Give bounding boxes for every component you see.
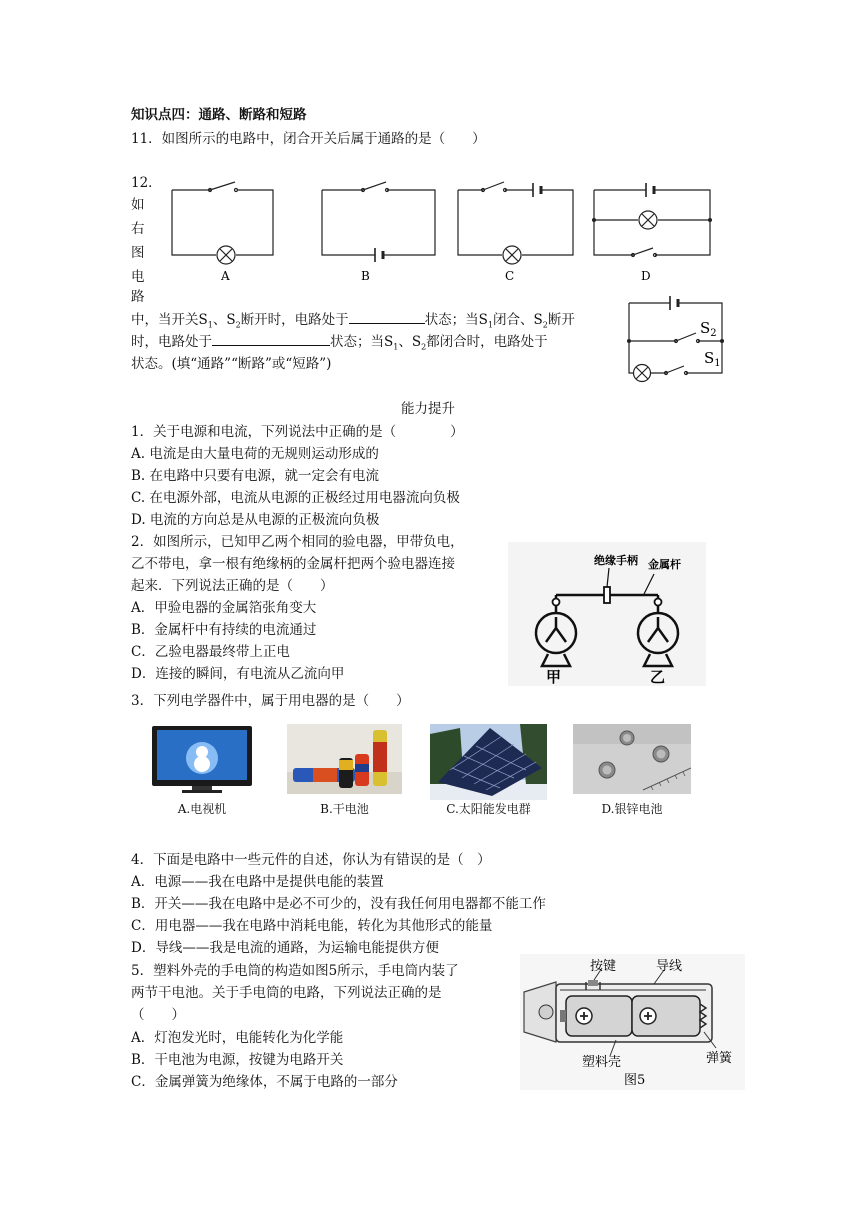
q5-option-a: A．灯泡发光时，电能转化为化学能 (131, 1030, 344, 1046)
spring-label: 弹簧 (706, 1051, 733, 1066)
q1-option-b: B. 在电路中只要有电源，就一定会有电流 (131, 468, 380, 484)
shell-label: 塑料壳 (582, 1055, 622, 1070)
dry-battery-image (287, 724, 402, 794)
q4-option-c: C．用电器——我在电路中消耗电能，转化为其他形式的能量 (131, 918, 493, 934)
q12-line-2: 时，电路处于 状态；当$S_1$、$S_2$都闭合时，电路处于 (131, 331, 548, 359)
q12-vertical-char: 路 (131, 289, 145, 305)
button-label: 按键 (590, 959, 617, 974)
q11-option-c: C (505, 269, 515, 283)
q5-option-b: B．干电池为电源，按键为电路开关 (131, 1052, 344, 1068)
q4-option-b: B．开关——我在电路中是必不可少的，没有我任何用电器都不能工作 (131, 896, 546, 912)
q1-option-c: C. 在电源外部，电流从电源的正极经过用电器流向负极 (131, 490, 460, 506)
q12-circuit-figure (624, 293, 729, 383)
rod-label: 金属杆 (648, 558, 681, 571)
q3-option-a: A.电视机 (177, 802, 227, 816)
q11-option-a: A (221, 269, 230, 283)
section-title: 知识点四：通路、断路和短路 (131, 107, 307, 123)
q11-option-d: D (641, 269, 651, 283)
svg-text:S2: $S_2$ (700, 319, 717, 339)
ability-question-5-line: 两节干电池。关于手电筒的电路，下列说法正确的是 (131, 985, 442, 1001)
q12-vertical-char: 如 (131, 197, 145, 213)
q12-vertical-char: 图 (131, 245, 145, 261)
tv-image (148, 724, 256, 794)
q2-option-b: B．金属杆中有持续的电流通过 (131, 622, 317, 638)
answer-blank (212, 331, 330, 346)
q11-circuit-figures (165, 178, 720, 286)
ability-question-5-line: 5．塑料外壳的手电筒的构造如图5所示，手电筒内装了 (131, 963, 459, 979)
flashlight-figure (520, 954, 745, 1090)
ability-question-3: 3．下列电学器件中，属于用电器的是（ ） (131, 693, 410, 709)
ability-question-1: 1．关于电源和电流，下列说法中正确的是（ ） (131, 424, 464, 440)
q2-option-c: C．乙验电器最终带上正电 (131, 644, 290, 660)
answer-blank (349, 309, 425, 324)
q12-vertical-char: 右 (131, 221, 145, 237)
q3-option-c: C.太阳能发电群 (446, 802, 531, 816)
electroscope-jia-label: 甲 (546, 668, 562, 686)
ability-question-4: 4．下面是电路中一些元件的自述，你认为有错误的是（ ） (131, 852, 491, 868)
electroscope-yi-label: 乙 (650, 668, 666, 686)
q1-option-a: A. 电流是由大量电荷的无规则运动形成的 (131, 446, 379, 462)
ability-question-2-line: 起来．下列说法正确的是（ ） (131, 578, 334, 594)
handle-label: 绝缘手柄 (594, 554, 638, 567)
q12-line-3: 状态。(填“通路”“断路”或“短路”) (131, 356, 332, 372)
silver-zinc-battery-image (573, 724, 691, 794)
q2-option-a: A．甲验电器的金属箔张角变大 (131, 600, 317, 616)
q12-vertical-char: 电 (131, 269, 145, 285)
q4-option-a: A．电源——我在电路中是提供电能的装置 (131, 874, 384, 890)
q3-option-b: B.干电池 (320, 802, 369, 816)
figure-caption: 图5 (624, 1073, 646, 1088)
q4-option-d: D．导线——我是电流的通路，为运输电能提供方便 (131, 940, 439, 956)
q1-option-d: D. 电流的方向总是从电源的正极流向负极 (131, 512, 380, 528)
q3-option-d: D.银锌电池 (601, 802, 663, 816)
q5-option-c: C．金属弹簧为绝缘体，不属于电路的一部分 (131, 1074, 398, 1090)
q2-option-d: D．连接的瞬间，有电流从乙流向甲 (131, 666, 345, 682)
q11-option-b: B (361, 269, 370, 283)
q12-line-1: 中，当开关$S_1$、$S_2$断开时，电路处于 状态；当$S_1$闭合、$S_2$断开 (131, 309, 575, 337)
svg-text:S1: $S_1$ (704, 349, 721, 369)
ability-question-2-line: 2．如图所示，已知甲乙两个相同的验电器，甲带负电， (131, 534, 464, 550)
ability-question-5-line: （ ） (131, 1007, 185, 1023)
electroscope-figure (508, 542, 706, 686)
ability-heading: 能力提升 (401, 401, 455, 417)
wire-label: 导线 (656, 959, 683, 974)
question-11: 11．如图所示的电路中，闭合开关后属于通路的是（ ） (131, 131, 486, 147)
question-12-number: 12． (131, 175, 162, 191)
solar-panel-image (430, 724, 547, 800)
ability-question-2-line: 乙不带电，拿一根有绝缘柄的金属杆把两个验电器连接 (131, 556, 455, 572)
